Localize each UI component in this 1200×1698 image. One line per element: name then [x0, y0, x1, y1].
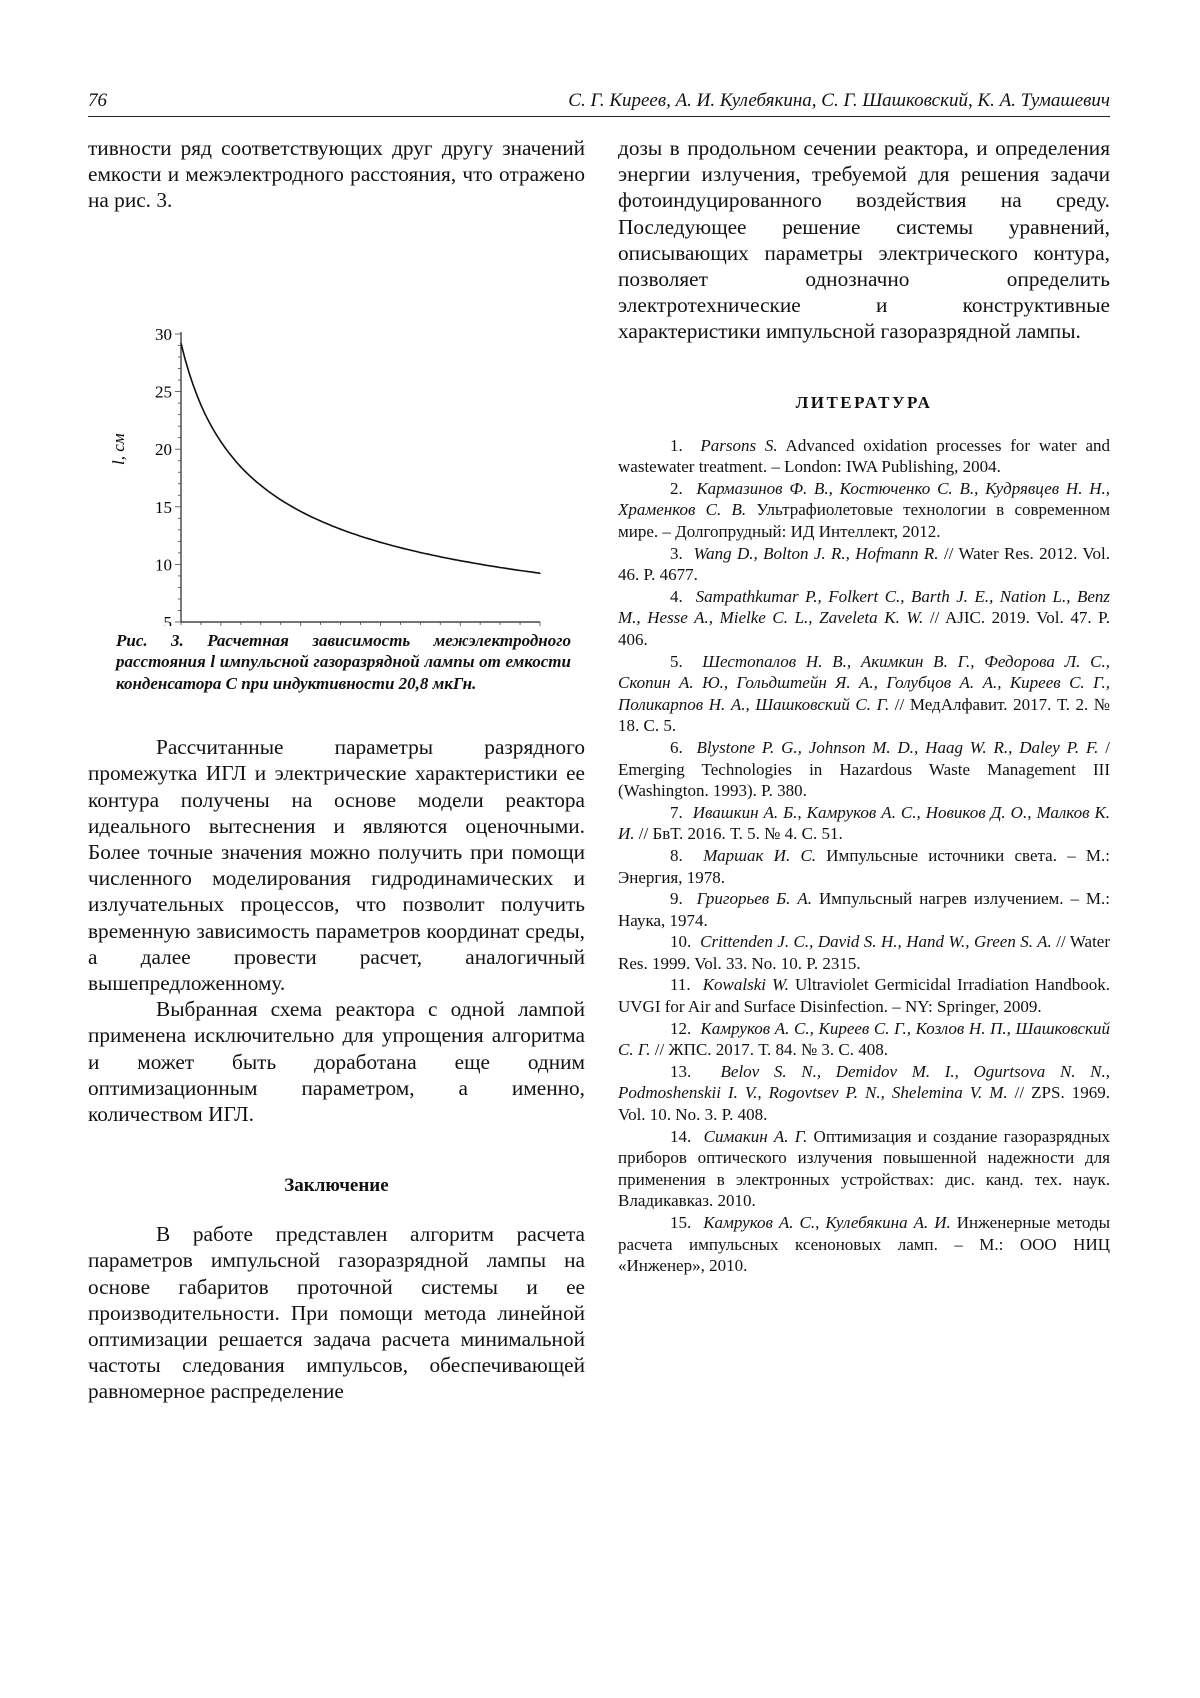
reference-item	[618, 802, 1110, 845]
reference-item	[618, 974, 1110, 1017]
y-tick-label: 5	[163, 612, 172, 626]
reference-authors: Crittenden J. C., David S. H., Hand W., Green S. A.	[700, 932, 1052, 952]
reference-number: 10.	[670, 932, 692, 952]
reference-item	[618, 1212, 1110, 1277]
reference-text: // ЖПС. 2017. Т. 84. № 3. С. 408.	[650, 1040, 889, 1060]
data-point	[539, 573, 540, 574]
reference-authors: Blystone P. G., Johnson M. D., Haag W. R., Daley P. F.	[696, 737, 1099, 757]
paragraph: дозы в продольном сечении реактора, и определения энергии излучения, требуемой для решения задачи фотоиндуцированного воздействия на среду. Последующее решение системы уравнений, описывающих параметры электрического контура, позволяет однозначно определить электротехнические и конструктивные характеристики импульсной газоразрядной лампы.	[618, 136, 1110, 344]
reference-text: Ultraviolet Germicidal Irradiation Handbook. UVGI for Air and Surface Disinfection. – NY: Springer, 2009.	[618, 975, 1111, 1017]
paragraph: Выбранная схема реактора с одной лампой применена исключительно для упрощения алгоритма и может быть доработана еще одним оптимизационным параметром, а именно, количеством ИГЛ.	[88, 997, 585, 1126]
running-header	[88, 90, 1110, 117]
figure-3-chart	[88, 226, 585, 626]
reference-item	[618, 1018, 1110, 1061]
page-number: 76	[88, 90, 107, 111]
paragraph: тивности ряд соответствующих друг другу значений емкости и межэлектродного расстояния, что отражено на рис. 3.	[88, 136, 585, 213]
reference-text: // AJIC. 2019. Vol. 47. P. 406.	[618, 608, 1110, 649]
reference-text: Ультрафиолетовые технологии в современном мире. – Долгопрудный: ИД Интеллект, 2012.	[618, 500, 1110, 541]
reference-number: 6.	[670, 737, 683, 757]
reference-number: 2.	[670, 478, 683, 498]
data-point	[220, 441, 221, 442]
references-heading: ЛИТЕРАТУРА	[795, 392, 933, 412]
reference-text: Импульсные источники света. – М.: Энергия, 1978.	[618, 845, 1111, 887]
data-point	[260, 484, 261, 485]
reference-item	[618, 435, 1110, 478]
reference-text: // ZPS. 1969. Vol. 10. No. 3. P. 408.	[618, 1083, 1110, 1125]
data-point	[500, 567, 501, 568]
reference-number: 3.	[670, 543, 683, 563]
reference-text: // Water Res. 2012. Vol. 46. P. 4677.	[618, 543, 1110, 585]
section-heading: Заключение	[284, 1175, 389, 1197]
reference-authors: Parsons S.	[700, 435, 778, 455]
reference-authors: Камруков А. С., Киреев С. Г., Козлов Н. П., Шашковский С. Г.	[618, 1018, 1110, 1060]
right-column	[618, 135, 1110, 1277]
reference-item	[618, 931, 1110, 974]
reference-item	[618, 737, 1110, 802]
reference-number: 5.	[670, 651, 683, 671]
reference-text: Инженерные методы расчета импульсных ксеноновых ламп. – М.: ООО НИЦ «Инженер», 2010.	[618, 1213, 1110, 1276]
reference-item	[618, 845, 1110, 888]
data-point	[300, 510, 301, 511]
reference-item	[618, 888, 1110, 931]
data-point	[420, 552, 421, 553]
y-tick-label: 30	[155, 324, 172, 344]
reference-list	[618, 435, 1110, 1277]
reference-item	[618, 1061, 1110, 1126]
chart-svg	[88, 226, 585, 626]
reference-number: 13.	[670, 1061, 692, 1081]
data-point	[240, 465, 241, 466]
data-point	[460, 560, 461, 561]
reference-number: 12.	[670, 1018, 692, 1038]
reference-text: // Water Res. 1999. Vol. 33. No. 10. P. 2315.	[618, 932, 1110, 973]
reference-authors: Ивашкин А. Б., Камруков А. С., Новиков Д. О., Малков К. И.	[618, 802, 1111, 844]
reference-number: 7.	[670, 802, 683, 822]
reference-authors: Маршак И. С.	[703, 845, 817, 865]
data-point	[380, 542, 381, 543]
reference-item	[618, 478, 1110, 543]
left-column	[88, 135, 585, 1405]
figure-caption: Рис. 3. Расчетная зависимость межэлектродного расстояния l импульсной газоразрядной лампы от емкости конденсатора С при индуктивности 20,8 мкГн.	[116, 630, 571, 693]
reference-authors: Wang D., Bolton J. R., Hofmann R.	[693, 543, 939, 563]
reference-authors: Sampathkumar P., Folkert C., Barth J. E., Nation L., Benz M., Hesse A., Mielke C. L., Zaveleta K. W.	[618, 586, 1110, 628]
reference-number: 9.	[670, 889, 683, 909]
reference-item	[618, 543, 1110, 586]
reference-authors: Кармазинов Ф. В., Костюченко С. В., Кудрявцев Н. Н., Храменков С. В.	[618, 478, 1111, 520]
reference-text: // БвТ. 2016. Т. 5. № 4. С. 51.	[634, 824, 843, 844]
reference-number: 11.	[670, 975, 691, 995]
paragraph: Рассчитанные параметры разрядного промежутка ИГЛ и электрические характеристики ее контура получены на основе модели реактора идеального вытеснения и являются оценочными. Более точные значения можно получить при помощи численного моделирования гидродинамических и излучательных процессов, что позволит получить временную зависимость параметров координат среды, а далее провести расчет, аналогичный вышепредложенному.	[88, 735, 585, 995]
data-point	[188, 372, 189, 373]
reference-text: Импульсный нагрев излучением. – М.: Наука, 1974.	[618, 889, 1111, 930]
reference-text: Advanced oxidation processes for water and wastewater treatment. – London: IWA Publishing, 2004.	[618, 435, 1110, 477]
y-tick-label: 20	[155, 439, 172, 459]
data-point	[180, 342, 181, 343]
header-authors: С. Г. Киреев, А. И. Кулебякина, С. Г. Шашковский, К. А. Тумашевич	[568, 90, 1110, 111]
reference-text: / Emerging Technologies in Hazardous Waste Management III (Washington. 1993). P. 380.	[618, 737, 1110, 801]
data-point	[200, 404, 201, 405]
y-tick-label: 15	[155, 497, 172, 517]
reference-number: 15.	[670, 1213, 692, 1232]
y-axis-label: l, см	[109, 432, 128, 465]
paragraph: В работе представлен алгоритм расчета параметров импульсной газоразрядной лампы на основе габаритов проточной системы и ее производительности. При помощи метода линейной оптимизации решается задача расчета минимальной частоты следования импульсов, обеспечивающей равномерное распределение	[88, 1222, 585, 1404]
reference-item	[618, 651, 1110, 737]
data-point	[340, 528, 341, 529]
reference-authors: Belov S. N., Demidov M. I., Ogurtsova N. N., Podmoshenskii I. V., Rogovtsev P. N., Shelemina V. M.	[618, 1061, 1110, 1103]
reference-number: 8.	[670, 845, 683, 865]
reference-text: Оптимизация и создание газоразрядных приборов оптического излучения повышенной надежности для применения в электронных устройствах: дис. канд. тех. наук. Владикавказ. 2010.	[618, 1126, 1111, 1211]
reference-authors: Симакин А. Г.	[703, 1126, 808, 1146]
y-tick-label: 25	[155, 382, 172, 402]
reference-item	[618, 586, 1110, 651]
reference-text: // МедАлфавит. 2017. Т. 2. № 18. С. 5.	[618, 694, 1111, 736]
y-tick-label: 10	[155, 555, 172, 575]
reference-authors: Kowalski W.	[702, 975, 789, 995]
reference-item	[618, 1126, 1110, 1212]
reference-authors: Камруков А. С., Кулебякина А. И.	[703, 1213, 951, 1232]
reference-number: 14.	[670, 1126, 692, 1146]
reference-authors: Григорьев Б. А.	[696, 889, 812, 909]
reference-number: 1.	[670, 435, 683, 455]
reference-number: 4.	[670, 586, 683, 606]
data-series-line	[181, 343, 540, 573]
reference-authors: Шестопалов Н. В., Акимкин В. Г., Федорова Л. С., Скопин А. Ю., Гольдштейн Я. А., Голубцов А. А., Киреев С. Г., Поликарпов Н. А., Шашковский С. Г.	[618, 651, 1111, 714]
